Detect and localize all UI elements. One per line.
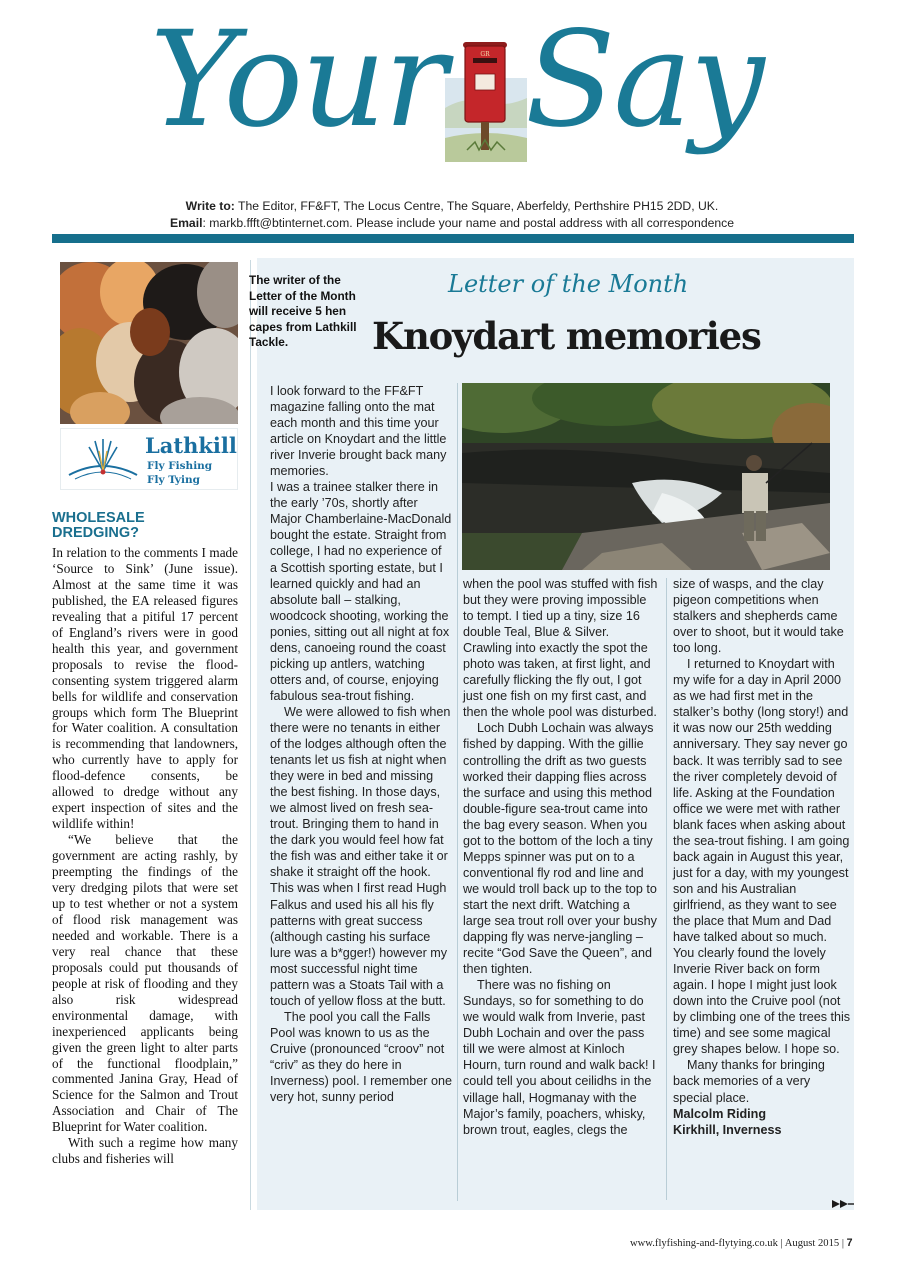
write-to-address: The Editor, FF&FT, The Locus Centre, The Square, Aberfeldy, Perthshire PH15 2DD, UK.	[238, 199, 719, 213]
sidebar-paragraph: With such a regime how many clubs and fisheries will	[52, 1135, 238, 1167]
letter-paragraph: There was no fishing on Sundays, so for something to do we would walk from Inverie, past Dubh Lochain and over the pass till we were almost at Kinloch Hourn, turn round and walk back! I could tell you about ceilidhs in the village hall, Hogmanay with the Major’s family, poachers, whisky, brown trout, eagles, clegs the	[463, 978, 656, 1137]
sidebar-article	[52, 545, 238, 1167]
footer-issue: August 2015	[784, 1238, 840, 1249]
column-divider	[666, 578, 667, 1200]
postbox-illustration	[445, 38, 527, 162]
title-say: Say	[525, 3, 763, 157]
write-to-line	[0, 198, 904, 215]
email-text[interactable]: : markb.ffft@btinternet.com. Please include your name and postal address with all correspondence	[202, 216, 735, 230]
column-divider	[457, 383, 458, 1201]
postbox-cipher: GR	[480, 51, 490, 58]
page-number: 7	[846, 1237, 853, 1249]
letter-column-1	[270, 383, 452, 1105]
hen-capes-photo	[60, 262, 238, 424]
lathkill-logo	[60, 428, 238, 490]
lathkill-tagline-1: Fly Fishing	[147, 460, 213, 472]
title-your: Your	[150, 3, 446, 157]
letter-paragraph: size of wasps, and the clay pigeon competitions when stalkers and shepherds came over to shoot, but it would take too long.	[673, 577, 844, 656]
sidebar-paragraph: In relation to the comments I made ‘Source to Sink’ (June issue). Almost at the same time it was published, the EA released figures revealing that a pitiful 17 percent of England’s rivers were in good health this year, and government proposals to revise the flood-consenting system triggered alarm bells for wildlife and conservation groups which form The Blueprint for Water coalition. A consultation is recommending that landowners, who currently have to apply for flood-defence consents, be allowed to dredge without any expert inspection of sites and the wildlife within!	[52, 545, 238, 832]
letter-paragraph: Many thanks for bringing back memories of a very special place.	[673, 1058, 825, 1105]
email-label: Email	[169, 216, 203, 230]
letter-paragraph: I was a trainee stalker there in the early ’70s, shortly after Major Chamberlaine-MacDonald bought the estate. Straight from college, I had no experience of a Scottish sporting estate, but I learned quickly and had an absolute ball – stalking, woodcock shooting, working the ponies, sitting out all night at fox dens, canoeing round the coast picking up antlers, watching otters and, of course, enjoying fabulous sea-trout fishing.	[270, 480, 452, 703]
section-label: Letter of the Month	[448, 270, 689, 298]
sidebar-heading	[52, 511, 242, 541]
river-angler-photo	[462, 383, 830, 570]
write-to-label: Write to:	[185, 199, 235, 213]
signature-name: Malcolm Riding	[673, 1106, 767, 1121]
sidebar-heading-line-2: DREDGING?	[52, 525, 139, 541]
signature-place: Kirkhill, Inverness	[673, 1122, 782, 1137]
continue-arrow-icon	[832, 1199, 854, 1209]
letter-paragraph: The pool you call the Falls Pool was known to us as the Cruive (pronounced “croov” not “criv” as they do here in Inverness) pool. I remember one very hot, sunny period	[270, 1009, 452, 1105]
fly-icon	[65, 435, 141, 485]
sidebar-heading-line-1: WHOLESALE	[52, 510, 145, 526]
footer-separator: |	[777, 1238, 785, 1249]
sidebar-divider	[250, 260, 251, 1210]
lathkill-name: Lathkill	[145, 433, 237, 458]
letter-column-2	[463, 576, 659, 1138]
letter-headline: Knoydart memories	[372, 314, 761, 358]
sidebar-paragraph: “We believe that the government are acting rashly, by preempting the findings of the very dredging pilots that were set up to test whether or not a system of flood risk management was needed and workable. There is a very real chance that these proposals could put thousands of people at risk of flooding and they also risk widespread environmental damage, with inexperienced applicants being given the green light to alter parts of the functional floodplain,” commented Janina Gray, Head of Science for the Salmon and Trout Association and Chair of The Blueprint for Water coalition.	[52, 832, 238, 1135]
lathkill-tagline-2: Fly Tying	[147, 474, 200, 486]
letter-paragraph: I returned to Knoydart with my wife for a day in April 2000 as we had first met in the stalker’s bothy (long story!) and it was now our 25th wedding anniversary. They say never go back. It was terribly sad to see the river completely devoid of life. Asking at the Foundation office we were met with rather blank faces when asking about the sea-trout fishing. I am going back again in August this year, just for a day, with my youngest son and his Australian girlfriend, as they want to see the place that Mum and Dad have talked about so much. You clearly found the lovely Inverie River back on form again. I hope I might just look down into the Cruive pool (not by climbing one of the trees this time) and see some magical grey shapes below. I hope so.	[673, 657, 851, 1057]
footer-separator: |	[839, 1238, 847, 1249]
letter-column-3	[673, 576, 851, 1138]
letter-paragraph: Loch Dubh Lochain was always fished by dapping. With the gillie controlling the drift as two guests worked their dapping flies across the surface and using this method double-figure sea-trout came into the bag every season. When you got to the bottom of the loch a tiny Mepps spinner was put on to a conventional fly rod and line and we would troll back up to the top to start the next drift. Watching a large sea trout roll over your bushy dapping fly was nerve-jangling – recite “God Save the Queen”, and then tighten.	[463, 721, 657, 977]
letter-paragraph: when the pool was stuffed with fish but they were proving impossible to tempt. I tied up a tiny, size 16 double Teal, Blue & Silver. Crawling into exactly the spot the photo was taken, at first light, and carefully flicking the fly out, I got just one fish on my first cast, and then the whole pool was disturbed.	[463, 577, 658, 720]
masthead	[0, 0, 904, 200]
email-line	[0, 215, 904, 232]
contact-info	[0, 198, 904, 232]
page-footer	[630, 1237, 853, 1249]
header-rule	[52, 234, 854, 243]
footer-website[interactable]: www.flyfishing-and-flytying.co.uk	[630, 1238, 778, 1249]
letter-paragraph: We were allowed to fish when there were no tenants in either of the lodges although often the tenants let us fish at night when they were in bed and missing the best fishing. In those days, we almost lived on fresh sea-trout. Bringing them to hand in the dark you would feel how fat the fish was and either take it or shake it straight off the hook. This was when I first read Hugh Falkus and used his all his fly patterns with great success (although casting his surface lure was a b*gger!) however my most successful night time pattern was a Stoats Tail with a touch of yellow floss at the butt.	[270, 704, 451, 1008]
letter-paragraph: I look forward to the FF&FT magazine falling onto the mat each month and this time your article on Knoydart and the little river Inverie brought back many memories.	[270, 384, 447, 479]
prize-note: The writer of the Letter of the Month will receive 5 hen capes from Lathkill Tackle.	[249, 273, 357, 349]
